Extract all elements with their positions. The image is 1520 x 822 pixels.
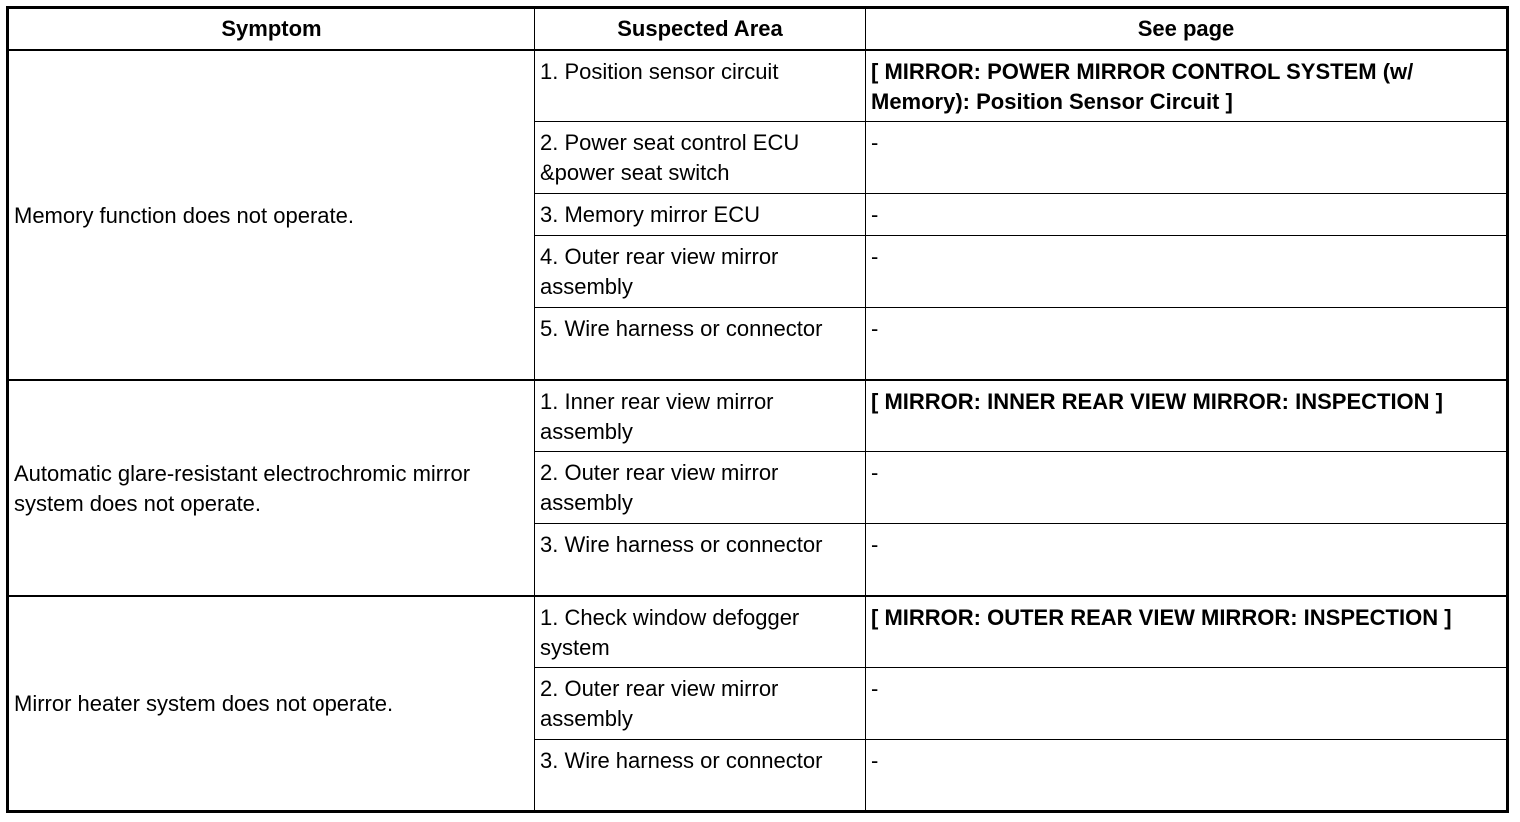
symptom-cell: Mirror heater system does not operate. <box>8 596 535 812</box>
see-page-cell: - <box>866 452 1508 524</box>
header-row <box>8 8 1508 50</box>
header-symptom: Symptom <box>8 8 535 50</box>
see-page-cell: - <box>866 122 1508 194</box>
see-page-cell: - <box>866 740 1508 812</box>
suspected-area-cell: 3. Wire harness or connector <box>535 524 866 596</box>
see-page-cell: - <box>866 524 1508 596</box>
suspected-area-cell: 3. Wire harness or connector <box>535 740 866 812</box>
see-page-cell: - <box>866 194 1508 236</box>
suspected-area-cell: 5. Wire harness or connector <box>535 308 866 380</box>
see-page-link[interactable]: [ MIRROR: POWER MIRROR CONTROL SYSTEM (w/ Memory): Position Sensor Circuit ] <box>866 50 1508 122</box>
suspected-area-cell: 2. Power seat control ECU &power seat switch <box>535 122 866 194</box>
symptom-cell: Automatic glare-resistant electrochromic mirror system does not operate. <box>8 380 535 596</box>
symptom-cell: Memory function does not operate. <box>8 50 535 380</box>
suspected-area-cell: 1. Position sensor circuit <box>535 50 866 122</box>
suspected-area-cell: 2. Outer rear view mirror assembly <box>535 452 866 524</box>
header-suspected-area: Suspected Area <box>535 8 866 50</box>
suspected-area-cell: 2. Outer rear view mirror assembly <box>535 668 866 740</box>
suspected-area-cell: 4. Outer rear view mirror assembly <box>535 236 866 308</box>
suspected-area-cell: 3. Memory mirror ECU <box>535 194 866 236</box>
see-page-link[interactable]: [ MIRROR: OUTER REAR VIEW MIRROR: INSPECTION ] <box>866 596 1508 668</box>
see-page-link[interactable]: [ MIRROR: INNER REAR VIEW MIRROR: INSPECTION ] <box>866 380 1508 452</box>
header-see-page: See page <box>866 8 1508 50</box>
see-page-cell: - <box>866 308 1508 380</box>
table-row <box>8 380 1508 452</box>
table-row <box>8 50 1508 122</box>
see-page-cell: - <box>866 236 1508 308</box>
suspected-area-cell: 1. Check window defogger system <box>535 596 866 668</box>
suspected-area-cell: 1. Inner rear view mirror assembly <box>535 380 866 452</box>
see-page-cell: - <box>866 668 1508 740</box>
symptom-table <box>6 6 1509 813</box>
table-row <box>8 596 1508 668</box>
